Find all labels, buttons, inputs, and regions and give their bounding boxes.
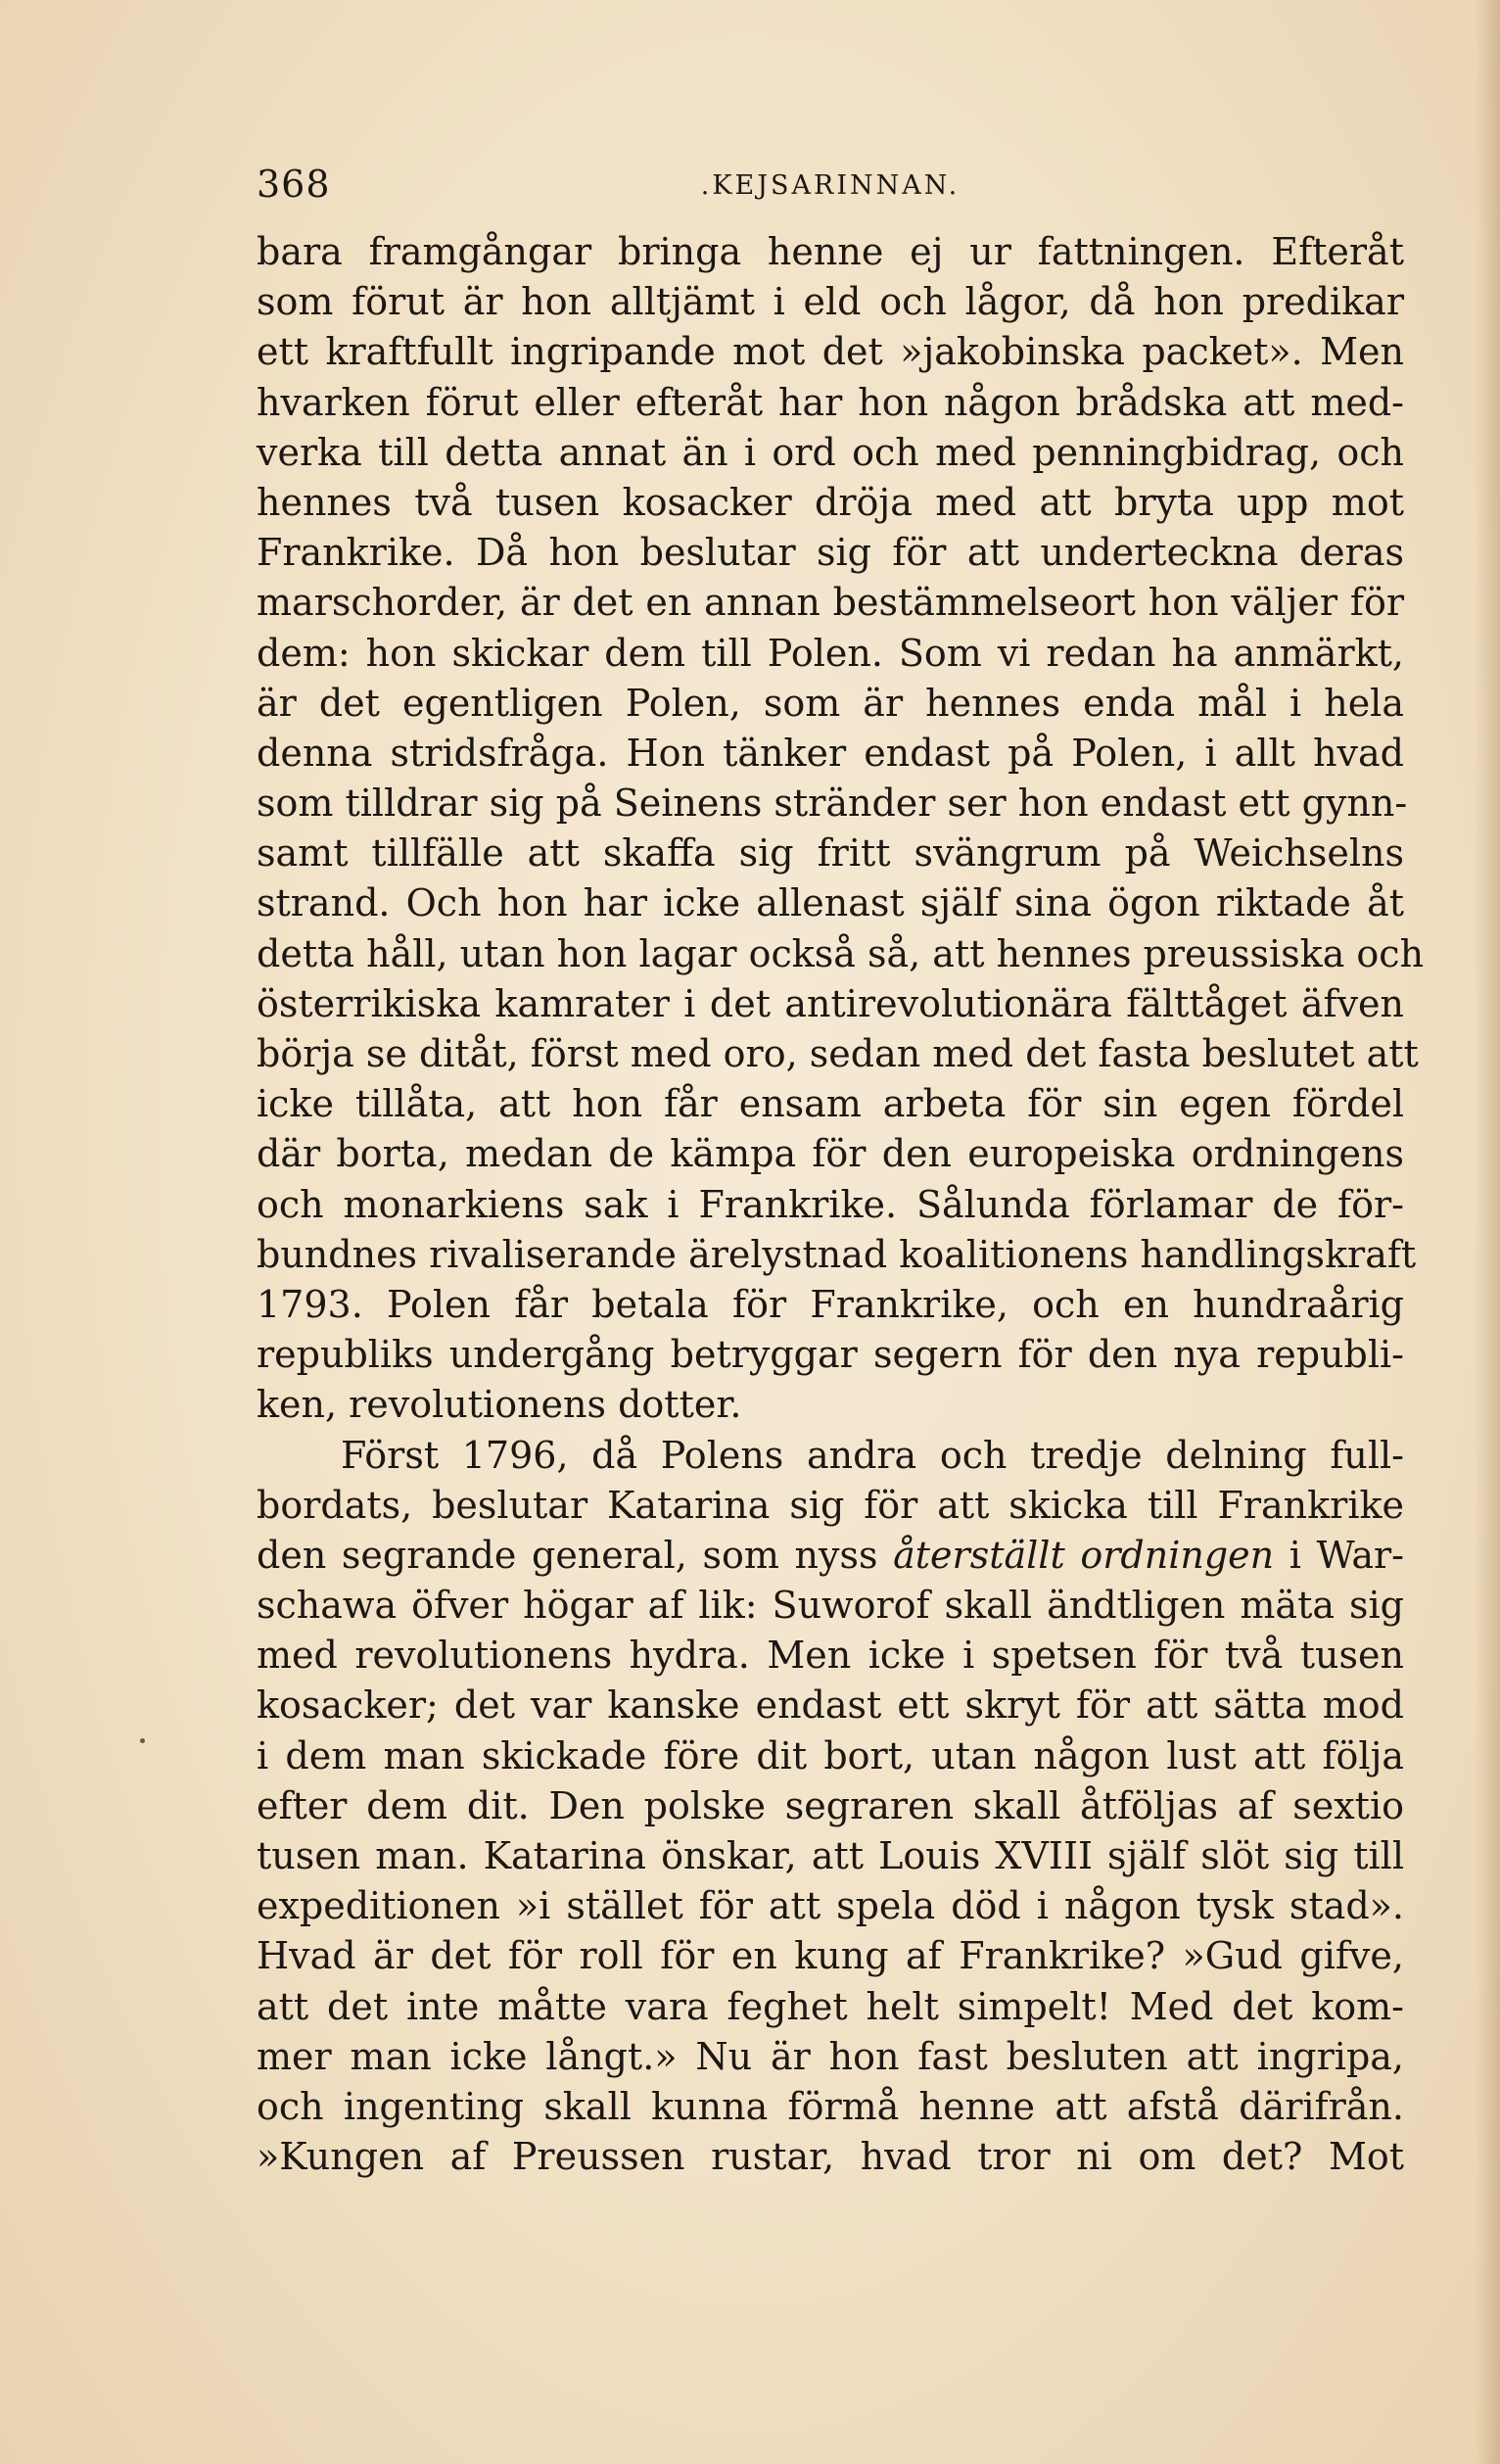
running-head (257, 157, 1404, 215)
text-line: mer man icke långt.» Nu är hon fast besluten att ingripa, (257, 2034, 1404, 2078)
italic-phrase: återställt ordningen (893, 1533, 1275, 1577)
text-line: detta håll, utan hon lagar också så, att hennes preussiska och (257, 931, 1425, 975)
text-line: hvarken förut eller efteråt har hon någon brådska att med- (257, 380, 1404, 424)
text-line: ken, revolutionens dotter. (257, 1383, 742, 1427)
text-line: och ingenting skall kunna förmå henne att afstå därifrån. (257, 2084, 1404, 2128)
text-line: och monarkiens sak i Frankrike. Sålunda förlamar de för- (257, 1182, 1404, 1226)
text-line: bundnes rivaliserande ärelystnad koalitionens handlingskraft (257, 1232, 1417, 1276)
text-line: strand. Och hon har icke allenast själf sina ögon riktade åt (257, 881, 1404, 925)
text-line: marschorder, är det en annan bestämmelseort hon väljer för (257, 581, 1404, 625)
text-line: med revolutionens hydra. Men icke i spetsen för två tusen (257, 1634, 1404, 1678)
text-line: verka till detta annat än i ord och med penningbidrag, och (257, 430, 1404, 474)
ink-speck (140, 1738, 145, 1743)
body-text (257, 227, 1425, 2182)
text-line: bara framgångar bringa henne ej ur fattningen. Efteråt (257, 230, 1404, 273)
text-line: expeditionen »i stället för att spela död i någon tysk stad». (257, 1884, 1404, 1928)
text-line: som förut är hon alltjämt i eld och lågor, då hon predikar (257, 280, 1404, 324)
text-line: börja se ditåt, först med oro, sedan med det fasta beslutet att (257, 1032, 1419, 1075)
text-line: österrikiska kamrater i det antirevolutionära fälttåget äfven (257, 981, 1404, 1025)
running-title: .KEJSARINNAN. (700, 170, 961, 201)
text-line: som tilldrar sig på Seinens stränder ser hon endast ett gynn- (257, 782, 1408, 826)
text-line: hennes två tusen kosacker dröja med att bryta upp mot (257, 480, 1404, 524)
text-line: Frankrike. Då hon beslutar sig för att underteckna deras (257, 531, 1404, 575)
text-line-part: i War- (1289, 1533, 1404, 1577)
text-line: i dem man skickade före dit bort, utan någon lust att följa (257, 1733, 1404, 1777)
page-number: 368 (257, 163, 331, 206)
text-line: är det egentligen Polen, som är hennes enda mål i hela (257, 681, 1404, 725)
text-line: schawa öfver högar af lik: Suworof skall ändtligen mäta sig (257, 1584, 1404, 1628)
text-line: Hvad är det för roll för en kung af Frankrike? »Gud gifve, (257, 1934, 1404, 1978)
text-line-mixed (257, 1531, 1404, 1581)
text-line: samt tillfälle att skaffa sig fritt svängrum på Weichselns (257, 831, 1404, 876)
text-line: »Kungen af Preussen rustar, hvad tror ni om det? Mot (257, 2135, 1404, 2179)
page-edge-shadow (1475, 0, 1500, 2464)
text-line: bordats, beslutar Katarina sig för att skicka till Frankrike (257, 1483, 1404, 1527)
text-line: att det inte måtte vara feghet helt simpelt! Med det kom- (257, 1984, 1404, 2028)
text-line: 1793. Polen får betala för Frankrike, och en hundraårig (257, 1282, 1404, 1326)
text-line: efter dem dit. Den polske segraren skall åtföljas af sextio (257, 1783, 1404, 1827)
text-line: Först 1796, då Polens andra och tredje delning full- (341, 1433, 1404, 1477)
text-line: republiks undergång betryggar segern för den nya republi- (257, 1333, 1404, 1377)
text-line: ett kraftfullt ingripande mot det »jakobinska packet». Men (257, 330, 1404, 374)
text-line: kosacker; det var kanske endast ett skryt för att sätta mod (257, 1683, 1404, 1728)
text-line: där borta, medan de kämpa för den europeiska ordningens (257, 1132, 1404, 1176)
text-line: icke tillåta, att hon får ensam arbeta för sin egen fördel (257, 1082, 1404, 1126)
text-line: dem: hon skickar dem till Polen. Som vi redan ha anmärkt, (257, 631, 1404, 675)
text-line: tusen man. Katarina önskar, att Louis XVIII själf slöt sig till (257, 1834, 1404, 1877)
text-line: denna stridsfråga. Hon tänker endast på Polen, i allt hvad (257, 731, 1404, 775)
text-line-part: den segrande general, som nyss (257, 1533, 878, 1577)
